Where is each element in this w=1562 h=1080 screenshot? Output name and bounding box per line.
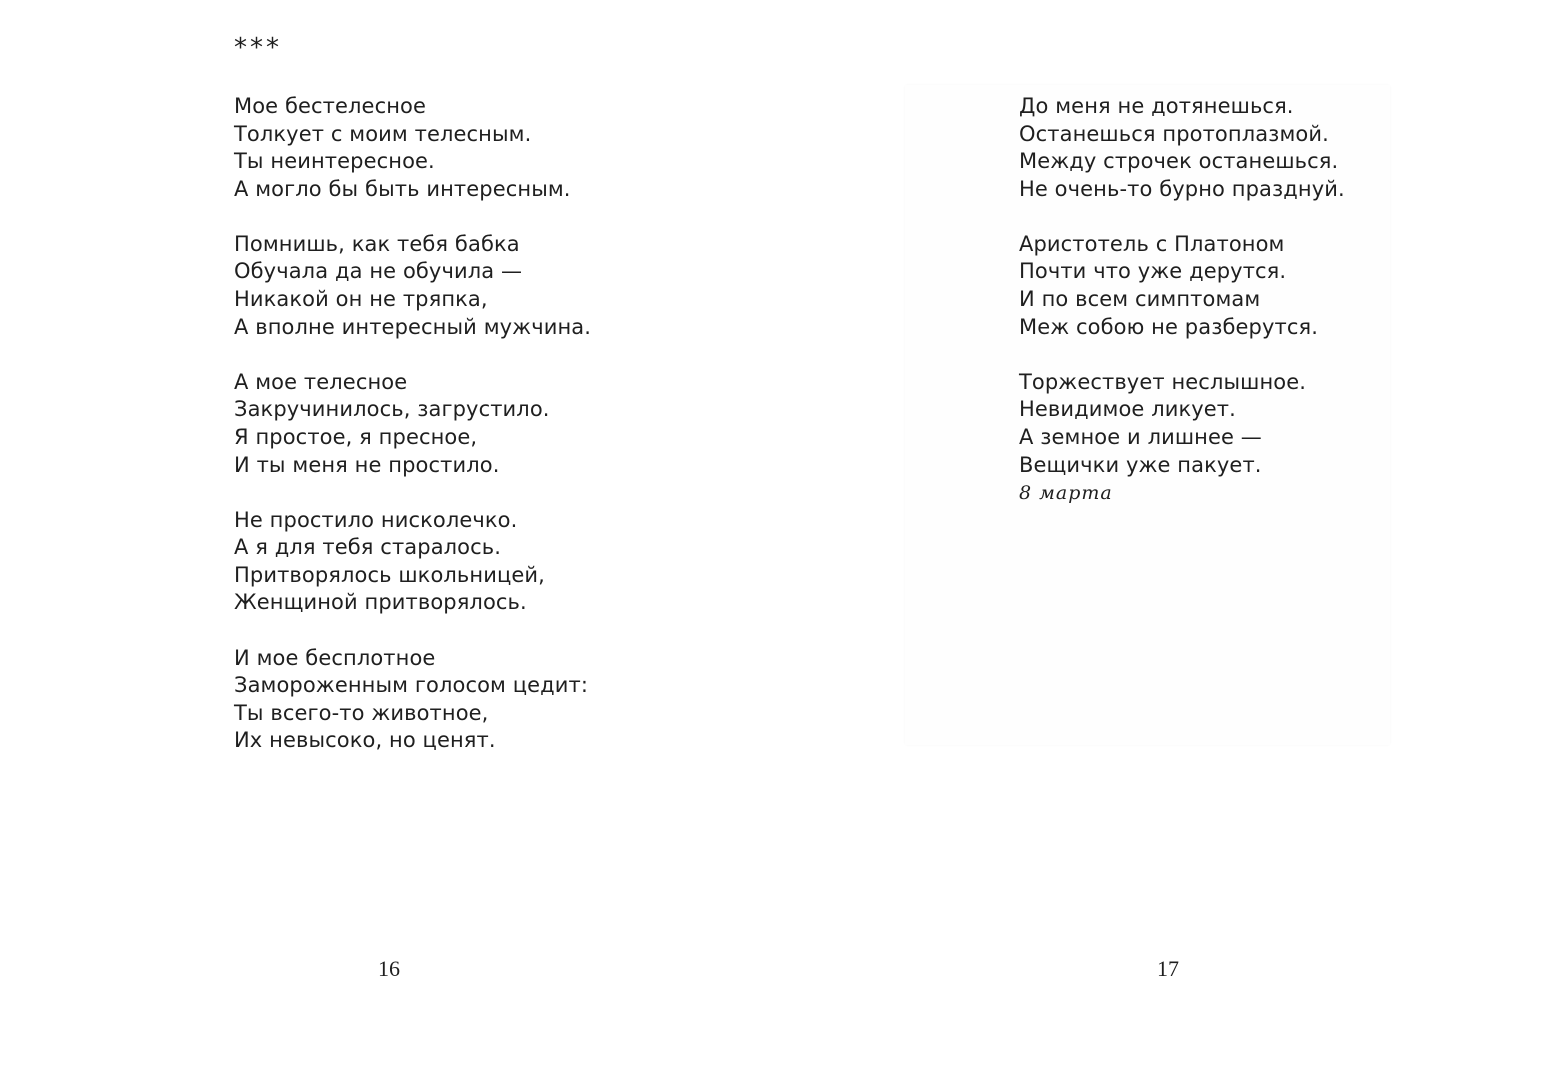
poem-line: Никакой он не тряпка, bbox=[234, 287, 488, 312]
poem-line: И мое бесплотное bbox=[234, 645, 436, 670]
poem-line: Останешься протоплазмой. bbox=[1019, 121, 1329, 146]
poem-line: Закручинилось, загрустило. bbox=[234, 397, 550, 422]
stanza bbox=[234, 507, 591, 617]
stanza bbox=[1019, 231, 1345, 341]
stanza bbox=[234, 93, 591, 203]
poem-line: А могло бы быть интересным. bbox=[234, 176, 571, 201]
poem-line: Торжествует неслышное. bbox=[1019, 369, 1307, 394]
poem-line: Ты неинтересное. bbox=[234, 149, 435, 174]
poem-line: Притворялось школьницей, bbox=[234, 562, 545, 587]
poem-stanzas-left bbox=[234, 93, 591, 782]
poem-line: А я для тебя старалось. bbox=[234, 535, 502, 560]
stanza bbox=[1019, 369, 1345, 507]
poem-line: Невидимое ликует. bbox=[1019, 397, 1236, 422]
poem-line: А мое телесное bbox=[234, 369, 408, 394]
stanza bbox=[1019, 93, 1345, 203]
poem-line: Ты всего-то животное, bbox=[234, 700, 489, 725]
poem-line: А земное и лишнее — bbox=[1019, 424, 1262, 449]
poem-line: Помнишь, как тебя бабка bbox=[234, 231, 520, 256]
poem-line: Не очень-то бурно празднуй. bbox=[1019, 176, 1345, 201]
poem-line: Меж собою не разберутся. bbox=[1019, 314, 1318, 339]
poem-line: А вполне интересный мужчина. bbox=[234, 314, 592, 339]
poem-stanzas-right bbox=[1019, 93, 1345, 507]
poem-line: Замороженным голосом цедит: bbox=[234, 673, 589, 698]
stanza bbox=[234, 231, 591, 341]
poem-line: Мое бестелесное bbox=[234, 94, 427, 118]
poem-line: Их невысоко, но ценят. bbox=[234, 728, 496, 753]
poem-date: 8 марта bbox=[1019, 482, 1113, 505]
poem-line: Я простое, я пресное, bbox=[234, 424, 478, 449]
poem-line: Не простило нисколечко. bbox=[234, 507, 518, 532]
poem-line: До меня не дотянешься. bbox=[1019, 94, 1294, 118]
page-number-right: 17 bbox=[1157, 956, 1179, 981]
poem-line: Почти что уже дерутся. bbox=[1019, 259, 1287, 284]
stanza bbox=[234, 369, 591, 479]
poem-line: И ты меня не простило. bbox=[234, 452, 500, 477]
poem-line: Толкует с моим телесным. bbox=[234, 121, 532, 146]
stanza bbox=[234, 645, 591, 755]
poem-line: И по всем симптомам bbox=[1019, 287, 1261, 312]
page-number-left: 16 bbox=[378, 956, 400, 981]
poem-separator-asterisks: *** bbox=[234, 33, 282, 63]
poem-line: Вещички уже пакует. bbox=[1019, 452, 1262, 477]
poem-line: Между строчек останешься. bbox=[1019, 149, 1339, 174]
poem-line: Аристотель с Платоном bbox=[1019, 231, 1285, 256]
poem-line: Женщиной притворялось. bbox=[234, 590, 527, 615]
poem-line: Обучала да не обучила — bbox=[234, 259, 523, 284]
